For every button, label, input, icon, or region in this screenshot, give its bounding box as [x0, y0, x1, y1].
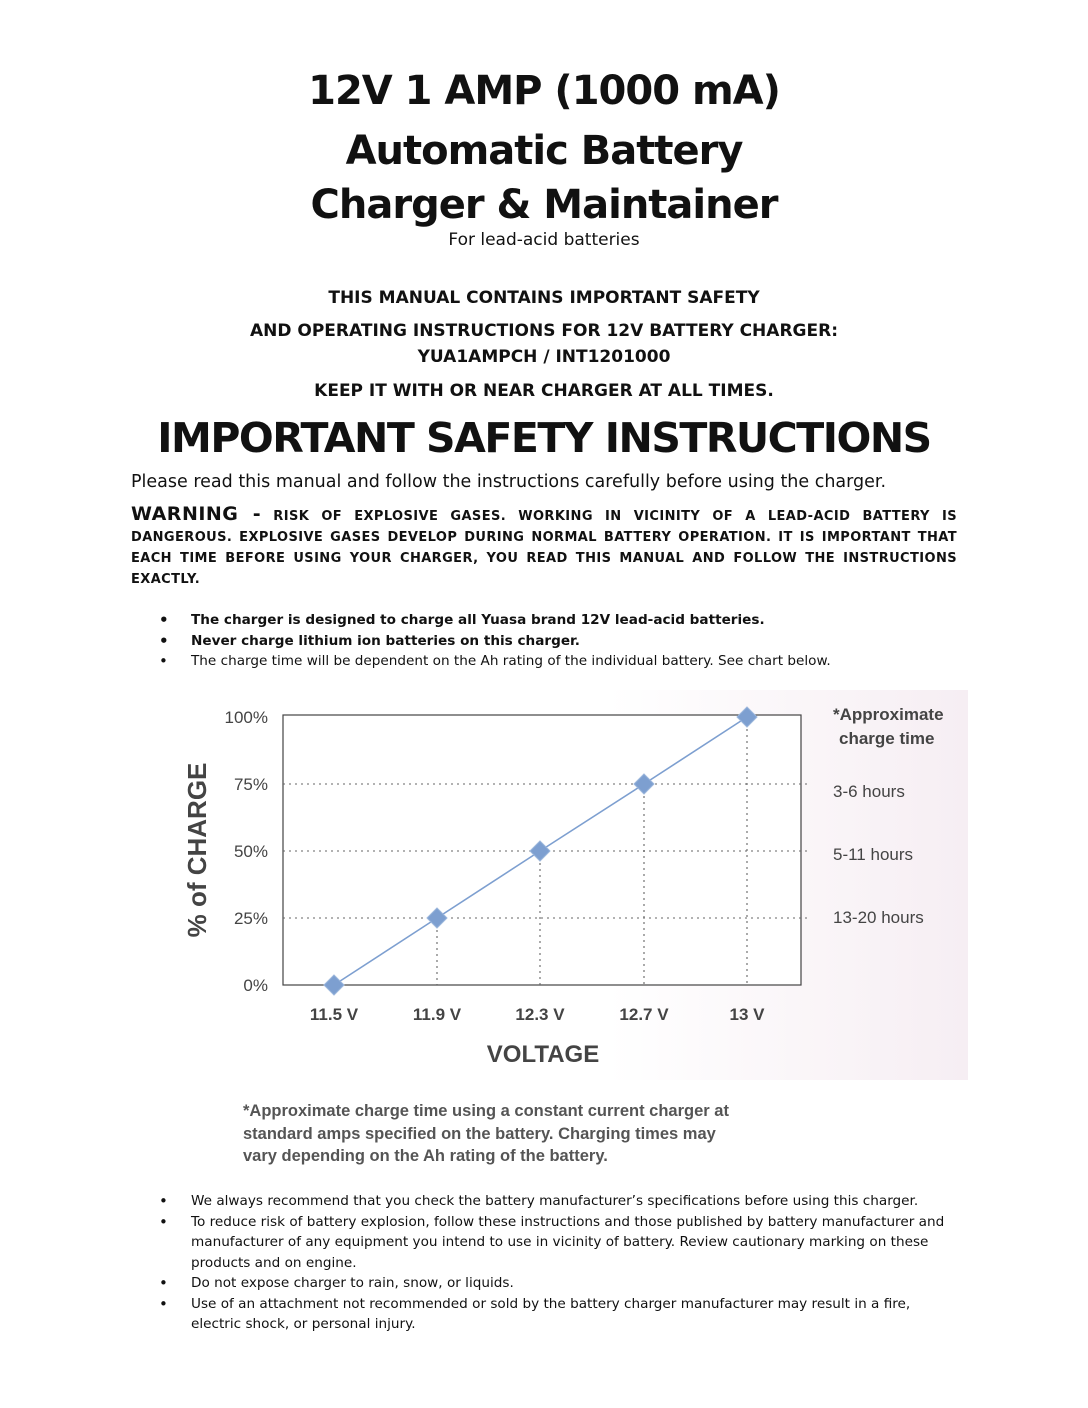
list-item: • Never charge lithium ion batteries on this charger. [131, 631, 961, 652]
list-item: • We always recommend that you check the battery manufacturer’s specifications before using this charger. [131, 1191, 961, 1212]
title-line-3: Charger & Maintainer [310, 182, 778, 228]
title-line-2: Automatic Battery [345, 128, 743, 174]
list-item: • The charger is designed to charge all Yuasa brand 12V lead-acid batteries. [131, 610, 961, 631]
notice-line-4: KEEP IT WITH OR NEAR CHARGER AT ALL TIMES. [314, 381, 774, 401]
charge-voltage-chart [168, 690, 968, 1080]
annotation-75: 3-6 hours [833, 782, 905, 801]
y-tick-label: 50% [233, 842, 268, 861]
x-axis-label: VOLTAGE [486, 1041, 600, 1068]
footnote-line-1: *Approximate charge time using a constant current charger at [243, 1102, 729, 1120]
x-tick-label: 11.9 V [412, 1005, 462, 1024]
list-item: • Do not expose charger to rain, snow, or liquids. [131, 1273, 961, 1294]
warning-label: WARNING - [131, 503, 262, 525]
warning-block [131, 504, 957, 590]
annotation-header-1: *Approximate [833, 705, 944, 724]
y-tick-label: 100% [224, 708, 268, 727]
x-tick-label: 12.7 V [619, 1005, 669, 1024]
list-item: • Use of an attachment not recommended or sold by the battery charger manufacturer may result in a fire, electric shock, or personal injury. [131, 1294, 961, 1335]
intro-text: Please read this manual and follow the instructions carefully before using the charger. [131, 472, 887, 492]
chart-footnote [243, 1100, 843, 1168]
notice-line-1: THIS MANUAL CONTAINS IMPORTANT SAFETY [328, 288, 760, 308]
bullet-list-top [131, 610, 961, 672]
main-heading: IMPORTANT SAFETY INSTRUCTIONS [157, 414, 931, 462]
list-item: • The charge time will be dependent on the Ah rating of the individual battery. See chart below. [131, 651, 961, 672]
y-tick-label: 75% [233, 775, 268, 794]
notice-line-3: YUA1AMPCH / INT1201000 [417, 347, 671, 367]
annotation-header-2: charge time [839, 729, 935, 748]
x-tick-label: 11.5 V [309, 1005, 359, 1024]
annotation-50: 5-11 hours [833, 845, 914, 864]
y-tick-label: 0% [243, 976, 268, 995]
bullet-list-bottom [131, 1191, 961, 1335]
footnote-line-3: vary depending on the Ah rating of the battery. [243, 1147, 608, 1165]
y-tick-label: 25% [233, 909, 268, 928]
x-tick-label: 12.3 V [515, 1005, 565, 1024]
notice-line-2: AND OPERATING INSTRUCTIONS FOR 12V BATTERY CHARGER: [249, 321, 838, 341]
title-line-1: 12V 1 AMP (1000 mA) [308, 68, 780, 114]
x-tick-label: 13 V [729, 1005, 765, 1024]
warning-text: RISK OF EXPLOSIVE GASES. WORKING IN VICINITY OF A LEAD-ACID BATTERY IS DANGEROUS. EXPLOSIVE GASES DEVELOP DURING NORMAL BATTERY OPERATION. IT IS IMPORTANT THAT EACH TIME BEFORE USING YOUR CHARGER, YOU READ THIS MANUAL AND FOLLOW THE INSTRUCTIONS EXACTLY. [131, 509, 957, 587]
subtitle: For lead-acid batteries [448, 230, 640, 250]
footnote-line-2: standard amps specified on the battery. Charging times may [243, 1124, 716, 1143]
annotation-25: 13-20 hours [833, 908, 924, 927]
y-axis-label: % of CHARGE [182, 762, 212, 938]
list-item: • To reduce risk of battery explosion, follow these instructions and those published by battery manufacturer and manufacturer of any equipment you intend to use in vicinity of battery. Review cautionary marking on these products and on engine. [131, 1212, 961, 1274]
